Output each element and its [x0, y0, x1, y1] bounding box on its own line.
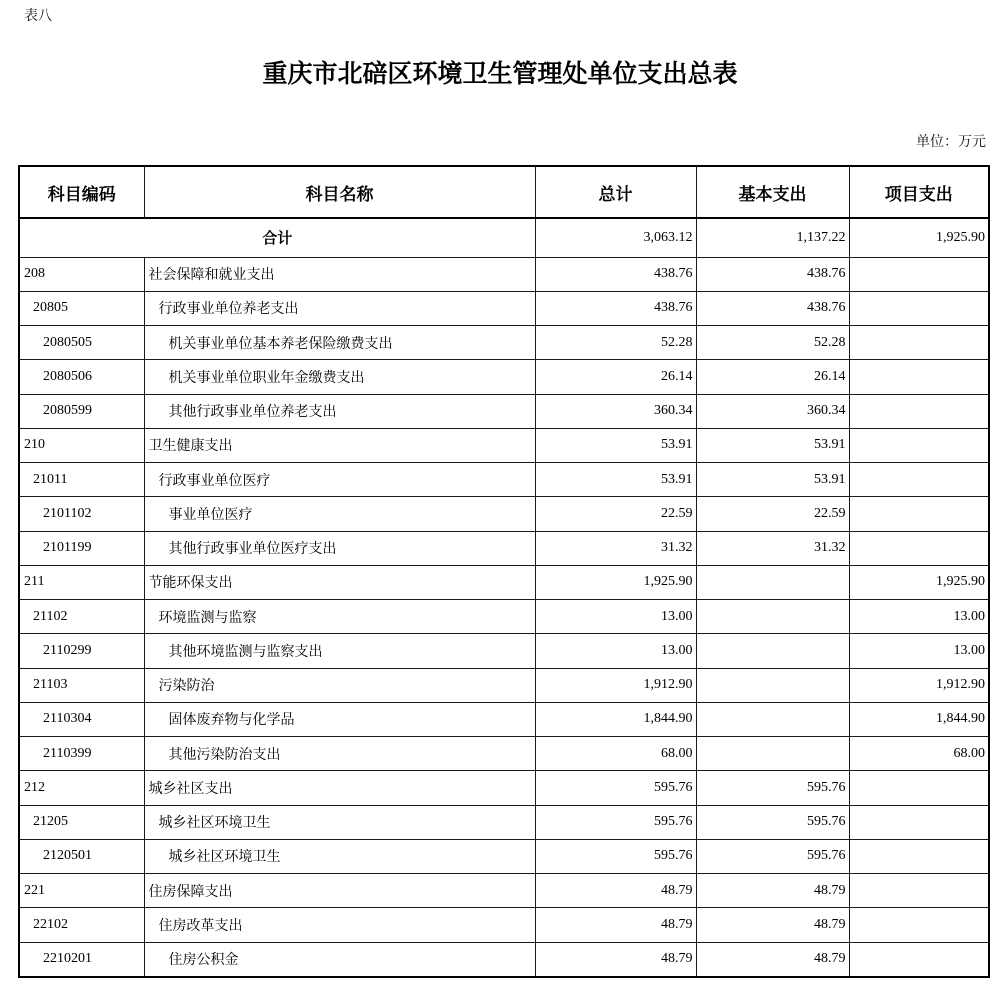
cell-subject-name: 机关事业单位基本养老保险缴费支出: [144, 326, 535, 360]
cell-subject-name: 节能环保支出: [144, 565, 535, 599]
cell-total: 52.28: [535, 326, 696, 360]
cell-basic-expenditure: [696, 634, 849, 668]
table-row: [19, 565, 989, 599]
cell-subject-code: 21103: [19, 668, 144, 702]
cell-subject-name: 社会保障和就业支出: [144, 257, 535, 291]
cell-subject-name: 事业单位医疗: [144, 497, 535, 531]
cell-subject-code: 2080506: [19, 360, 144, 394]
cell-subject-code: 2080599: [19, 394, 144, 428]
cell-project-expenditure: 1,912.90: [849, 668, 989, 702]
cell-basic-expenditure: 48.79: [696, 874, 849, 908]
cell-subject-name: 行政事业单位养老支出: [144, 291, 535, 325]
cell-total: 48.79: [535, 908, 696, 942]
cell-basic-expenditure: 48.79: [696, 942, 849, 977]
table-row: [19, 839, 989, 873]
cell-total: 1,844.90: [535, 702, 696, 736]
cell-project-expenditure: [849, 771, 989, 805]
cell-total: 48.79: [535, 874, 696, 908]
cell-basic-expenditure: 595.76: [696, 839, 849, 873]
table-row: [19, 428, 989, 462]
cell-basic-expenditure: 26.14: [696, 360, 849, 394]
cell-basic-expenditure: [696, 668, 849, 702]
cell-total: 26.14: [535, 360, 696, 394]
cell-basic-expenditure: 438.76: [696, 291, 849, 325]
cell-project-expenditure: 68.00: [849, 737, 989, 771]
grand-total-total: 3,063.12: [535, 218, 696, 257]
page-title: 重庆市北碚区环境卫生管理处单位支出总表: [262, 61, 738, 88]
cell-subject-name: 城乡社区环境卫生: [144, 839, 535, 873]
cell-project-expenditure: 1,925.90: [849, 565, 989, 599]
table-row: [19, 394, 989, 428]
cell-total: 48.79: [535, 942, 696, 977]
cell-subject-name: 固体废弃物与化学品: [144, 702, 535, 736]
cell-total: 438.76: [535, 291, 696, 325]
cell-subject-name: 机关事业单位职业年金缴费支出: [144, 360, 535, 394]
table-row: [19, 360, 989, 394]
cell-subject-name: 城乡社区支出: [144, 771, 535, 805]
cell-basic-expenditure: 31.32: [696, 531, 849, 565]
cell-basic-expenditure: 22.59: [696, 497, 849, 531]
cell-basic-expenditure: 595.76: [696, 771, 849, 805]
cell-total: 13.00: [535, 600, 696, 634]
cell-project-expenditure: [849, 531, 989, 565]
cell-subject-code: 2101199: [19, 531, 144, 565]
cell-subject-code: 2110304: [19, 702, 144, 736]
table-row: [19, 702, 989, 736]
cell-total: 438.76: [535, 257, 696, 291]
cell-subject-name: 城乡社区环境卫生: [144, 805, 535, 839]
cell-subject-name: 住房保障支出: [144, 874, 535, 908]
expenditure-table: [18, 165, 990, 978]
cell-project-expenditure: 1,844.90: [849, 702, 989, 736]
expenditure-table-body: [19, 166, 989, 977]
cell-subject-code: 20805: [19, 291, 144, 325]
cell-subject-code: 212: [19, 771, 144, 805]
table-row: [19, 497, 989, 531]
cell-basic-expenditure: 360.34: [696, 394, 849, 428]
grand-total-label: 合计: [19, 218, 535, 257]
cell-project-expenditure: [849, 805, 989, 839]
column-header-basic-expenditure: 基本支出: [696, 166, 849, 218]
table-row: [19, 326, 989, 360]
cell-subject-name: 其他环境监测与监察支出: [144, 634, 535, 668]
cell-subject-name: 环境监测与监察: [144, 600, 535, 634]
table-row: [19, 257, 989, 291]
cell-subject-code: 2110299: [19, 634, 144, 668]
cell-project-expenditure: 13.00: [849, 600, 989, 634]
cell-subject-code: 2120501: [19, 839, 144, 873]
cell-total: 595.76: [535, 771, 696, 805]
cell-basic-expenditure: [696, 565, 849, 599]
table-number-label: 表八: [24, 9, 52, 24]
cell-project-expenditure: [849, 360, 989, 394]
cell-total: 360.34: [535, 394, 696, 428]
cell-subject-name: 行政事业单位医疗: [144, 463, 535, 497]
cell-subject-code: 21011: [19, 463, 144, 497]
table-row: [19, 771, 989, 805]
column-header-subject-name: 科目名称: [144, 166, 535, 218]
table-header-row: [19, 166, 989, 218]
table-row: [19, 908, 989, 942]
cell-subject-name: 住房公积金: [144, 942, 535, 977]
cell-project-expenditure: 13.00: [849, 634, 989, 668]
cell-subject-name: 住房改革支出: [144, 908, 535, 942]
cell-basic-expenditure: [696, 600, 849, 634]
table-row: [19, 874, 989, 908]
column-header-total: 总计: [535, 166, 696, 218]
cell-project-expenditure: [849, 463, 989, 497]
grand-total-row: [19, 218, 989, 257]
cell-subject-code: 2110399: [19, 737, 144, 771]
table-row: [19, 942, 989, 977]
cell-project-expenditure: [849, 428, 989, 462]
cell-subject-code: 208: [19, 257, 144, 291]
cell-project-expenditure: [849, 497, 989, 531]
cell-subject-code: 2101102: [19, 497, 144, 531]
cell-subject-code: 21205: [19, 805, 144, 839]
cell-basic-expenditure: 53.91: [696, 428, 849, 462]
table-row: [19, 737, 989, 771]
cell-project-expenditure: [849, 839, 989, 873]
cell-total: 68.00: [535, 737, 696, 771]
cell-basic-expenditure: 52.28: [696, 326, 849, 360]
cell-subject-code: 221: [19, 874, 144, 908]
cell-project-expenditure: [849, 874, 989, 908]
table-row: [19, 668, 989, 702]
unit-note: 单位：万元: [916, 135, 986, 150]
table-row: [19, 634, 989, 668]
cell-total: 53.91: [535, 428, 696, 462]
grand-total-project: 1,925.90: [849, 218, 989, 257]
cell-basic-expenditure: [696, 702, 849, 736]
cell-subject-code: 211: [19, 565, 144, 599]
cell-total: 595.76: [535, 805, 696, 839]
cell-subject-name: 其他行政事业单位养老支出: [144, 394, 535, 428]
cell-subject-code: 2210201: [19, 942, 144, 977]
cell-basic-expenditure: 595.76: [696, 805, 849, 839]
cell-basic-expenditure: 48.79: [696, 908, 849, 942]
table-row: [19, 600, 989, 634]
cell-total: 13.00: [535, 634, 696, 668]
cell-subject-name: 污染防治: [144, 668, 535, 702]
cell-subject-name: 其他行政事业单位医疗支出: [144, 531, 535, 565]
cell-subject-code: 2080505: [19, 326, 144, 360]
cell-subject-name: 卫生健康支出: [144, 428, 535, 462]
cell-basic-expenditure: [696, 737, 849, 771]
cell-subject-code: 21102: [19, 600, 144, 634]
cell-project-expenditure: [849, 942, 989, 977]
grand-total-basic: 1,137.22: [696, 218, 849, 257]
cell-project-expenditure: [849, 257, 989, 291]
cell-total: 31.32: [535, 531, 696, 565]
cell-subject-code: 22102: [19, 908, 144, 942]
cell-total: 22.59: [535, 497, 696, 531]
table-row: [19, 463, 989, 497]
cell-basic-expenditure: 438.76: [696, 257, 849, 291]
cell-total: 53.91: [535, 463, 696, 497]
cell-project-expenditure: [849, 326, 989, 360]
cell-subject-name: 其他污染防治支出: [144, 737, 535, 771]
cell-project-expenditure: [849, 291, 989, 325]
column-header-subject-code: 科目编码: [19, 166, 144, 218]
cell-total: 595.76: [535, 839, 696, 873]
cell-subject-code: 210: [19, 428, 144, 462]
cell-total: 1,912.90: [535, 668, 696, 702]
table-row: [19, 805, 989, 839]
table-row: [19, 531, 989, 565]
column-header-project-expenditure: 项目支出: [849, 166, 989, 218]
cell-project-expenditure: [849, 908, 989, 942]
cell-total: 1,925.90: [535, 565, 696, 599]
cell-basic-expenditure: 53.91: [696, 463, 849, 497]
cell-project-expenditure: [849, 394, 989, 428]
table-row: [19, 291, 989, 325]
